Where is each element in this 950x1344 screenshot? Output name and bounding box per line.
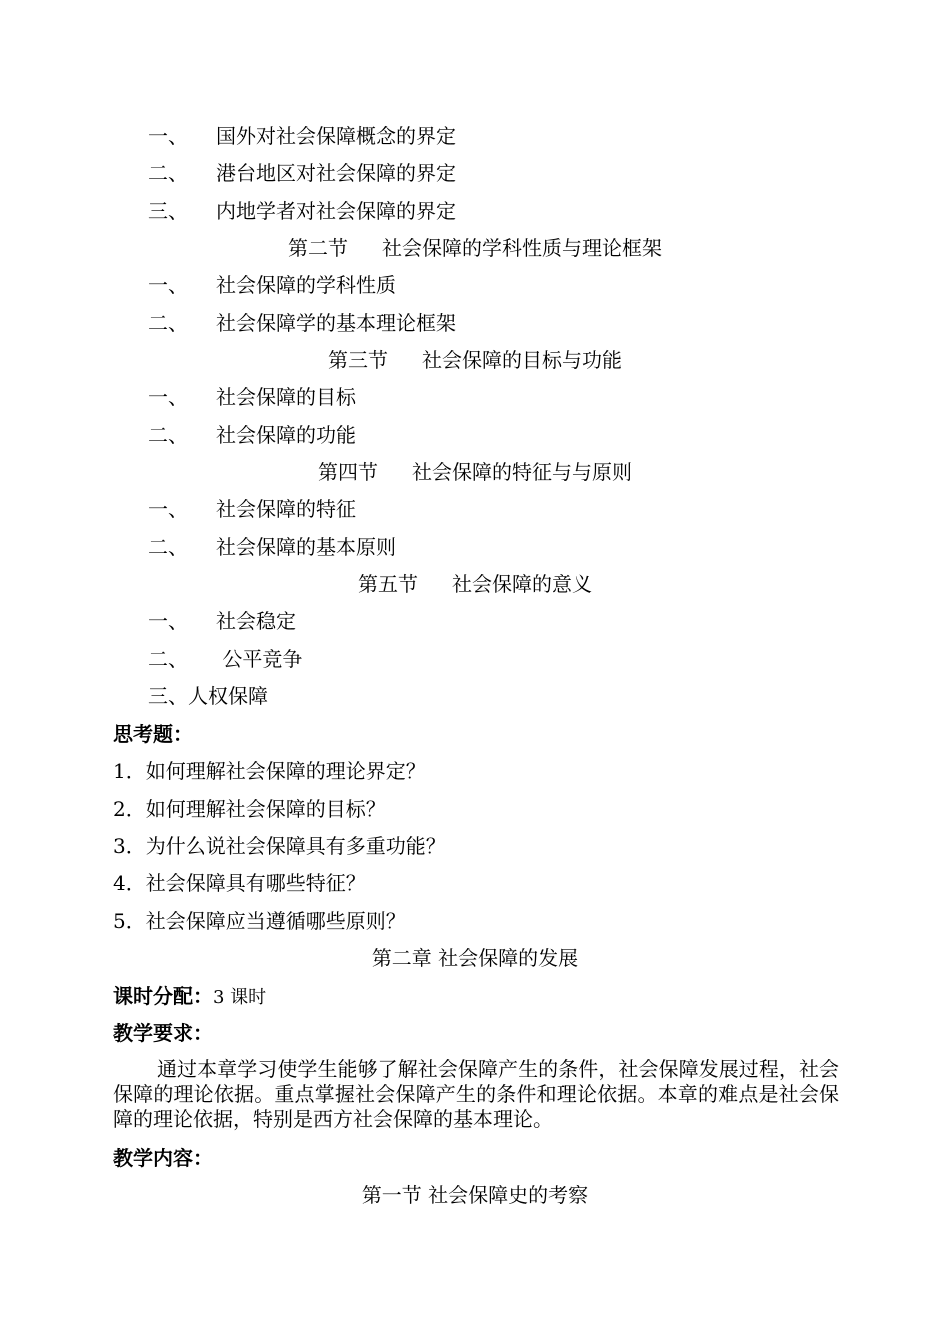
list-item (148, 198, 456, 224)
question-item: 1．如何理解社会保障的理论界定？ (113, 759, 426, 783)
item-number: 一、 (148, 609, 188, 633)
item-number: 一、 (148, 385, 188, 409)
list-item (148, 310, 456, 336)
item-number: 二、 (148, 535, 188, 559)
item-number: 二、 (148, 311, 188, 335)
list-item (148, 422, 356, 448)
section-title: 社会保障的意义 (452, 572, 592, 596)
list-item (148, 534, 396, 560)
section-number: 第二节 (288, 236, 348, 260)
item-text: 国外对社会保障概念的界定 (216, 124, 456, 148)
question-item: 5．社会保障应当遵循哪些原则？ (113, 909, 406, 933)
item-text: 内地学者对社会保障的界定 (216, 199, 456, 223)
item-number: 二、 (148, 647, 188, 671)
question-item: 3．为什么说社会保障具有多重功能？ (113, 834, 446, 858)
list-item (148, 160, 456, 186)
section-number: 第三节 (328, 348, 388, 372)
item-number: 二、 (148, 161, 188, 185)
section-title: 社会保障的目标与功能 (422, 348, 622, 372)
item-number: 二、 (148, 423, 188, 447)
list-item (148, 608, 296, 634)
list-item (148, 272, 396, 298)
item-number: 三、 (148, 199, 188, 223)
item-number: 一、 (148, 497, 188, 521)
item-number: 一、 (148, 273, 188, 297)
section-heading (0, 347, 950, 373)
item-text: 社会保障的学科性质 (216, 273, 396, 297)
item-text: 社会稳定 (216, 609, 296, 633)
item-number: 一、 (148, 124, 188, 148)
list-item (148, 123, 456, 149)
requirements-paragraph: 通过本章学习使学生能够了解社会保障产生的条件，社会保障发展过程，社会保障的理论依据。重点掌握社会保障产生的条件和理论依据。本章的难点是社会保障的理论依据，特别是西方社会保障的基本理论。 (113, 1057, 839, 1131)
item-text: 公平竞争 (216, 647, 303, 671)
section-title: 社会保障的特征与与原则 (412, 460, 632, 484)
item-text: 社会保障的目标 (216, 385, 356, 409)
requirements-heading: 教学要求： (113, 1021, 213, 1045)
section-heading (0, 235, 950, 261)
question-item: 4．社会保障具有哪些特征？ (113, 871, 366, 895)
section-title: 社会保障的学科性质与理论框架 (382, 236, 662, 260)
list-item (148, 646, 302, 672)
section-number: 第五节 (358, 572, 418, 596)
question-item: 2．如何理解社会保障的目标？ (113, 797, 386, 821)
list-item (148, 496, 356, 522)
item-text: 社会保障的功能 (216, 423, 356, 447)
section-heading (0, 459, 950, 485)
content-heading: 教学内容： (113, 1146, 213, 1170)
item-text: 港台地区对社会保障的界定 (216, 161, 456, 185)
hours-label: 课时分配： (113, 984, 213, 1008)
section-number: 第四节 (318, 460, 378, 484)
list-item: 三、人权保障 (148, 684, 268, 708)
section-heading: 第一节 社会保障史的考察 (361, 1183, 589, 1207)
hours-line (113, 983, 266, 1011)
questions-heading: 思考题： (113, 722, 193, 746)
chapter-title: 第二章 社会保障的发展 (371, 946, 579, 970)
item-text: 社会保障的基本原则 (216, 535, 396, 559)
section-heading (0, 571, 950, 597)
hours-value: 3 课时 (213, 987, 267, 1008)
list-item (148, 384, 356, 410)
item-text: 社会保障的特征 (216, 497, 356, 521)
item-text: 社会保障学的基本理论框架 (216, 311, 456, 335)
